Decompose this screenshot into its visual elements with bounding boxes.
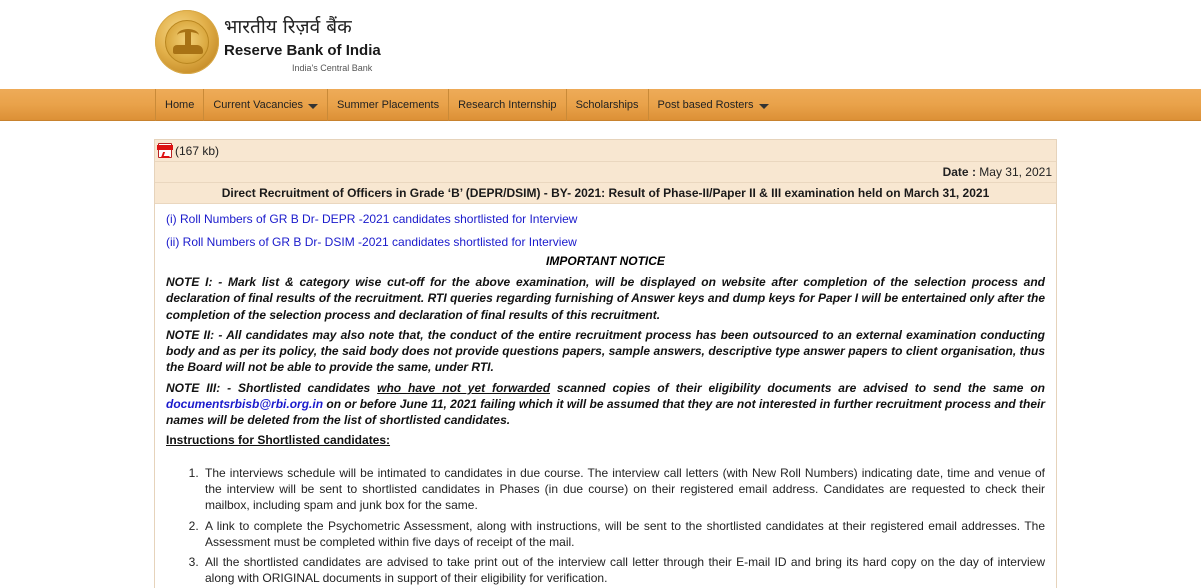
date-value: May 31, 2021 xyxy=(979,165,1052,179)
tiger-icon xyxy=(173,45,203,54)
documents-email-link[interactable]: documentsrbisb@rbi.org.in xyxy=(166,397,324,412)
note-2: NOTE II: - All candidates may also note that, the conduct of the entire recruitment process has been outsourced to an external examination conducting body and as per its policy, the said body does not provide questions papers, sample answers, descriptive type answer papers to client organisation, thus the Board will not be able to provide the same, under RTI. xyxy=(166,327,1045,375)
main-nav xyxy=(0,89,1201,121)
caret-down-icon xyxy=(759,104,769,109)
nav-label: Scholarships xyxy=(575,99,639,111)
instruction-item: 2. A link to complete the Psychometric Assessment, along with instructions, will be sent to the shortlisted candidates at their registered email addresses. The Assessment must be completed within five days of receipt of the mail. xyxy=(202,518,1045,551)
caret-down-icon xyxy=(308,104,318,109)
logo-tagline: India's Central Bank xyxy=(292,63,373,73)
date-row xyxy=(155,162,1056,183)
page-title: Direct Recruitment of Officers in Grade ‘B’ (DEPR/DSIM) - BY- 2021: Result of Phase-II/Paper II & III examination held on March 31, 2021 xyxy=(155,183,1056,204)
note-3-text: on or before June 11, 2021 failing which it will be assumed that they are not interested in further recruitment process and their names will be deleted from the list of shortlisted candidates. xyxy=(166,397,1045,428)
nav-menu xyxy=(155,89,778,121)
instruction-item: 3. All the shortlisted candidates are advised to take print out of the interview call letter through their E-mail ID and bring its hard copy on the day of interview along with ORIGINAL documents in support of their eligibility for verification. xyxy=(202,554,1045,587)
depr-roll-numbers-link[interactable]: (i) Roll Numbers of GR B Dr- DEPR -2021 candidates shortlisted for Interview xyxy=(166,212,578,226)
nav-label: Research Internship xyxy=(458,99,557,111)
emblem-inner xyxy=(165,20,209,64)
nav-item-research-internship[interactable] xyxy=(449,89,566,121)
nav-label: Post based Rosters xyxy=(657,99,754,111)
note-3 xyxy=(166,380,1045,429)
dsim-roll-numbers-link[interactable]: (ii) Roll Numbers of GR B Dr- DSIM -2021 candidates shortlisted for Interview xyxy=(166,235,577,249)
note-3-text: scanned copies of their eligibility documents are advised to send the same on xyxy=(550,380,1045,395)
important-notice-heading: IMPORTANT NOTICE xyxy=(546,254,665,268)
logo-english-name[interactable]: Reserve Bank of India xyxy=(224,42,381,59)
content-panel xyxy=(154,139,1057,588)
logo-hindi-name[interactable]: भारतीय रिज़र्व बैंक xyxy=(224,16,352,38)
nav-item-post-based-rosters[interactable] xyxy=(649,89,778,121)
rbi-emblem-icon[interactable] xyxy=(155,10,219,74)
nav-label: Summer Placements xyxy=(337,99,440,111)
nav-item-home[interactable] xyxy=(156,89,204,121)
nav-item-scholarships[interactable] xyxy=(567,89,649,121)
pdf-icon[interactable] xyxy=(158,143,172,158)
date-label: Date : xyxy=(942,165,976,179)
site-header xyxy=(0,0,1201,89)
attachment-row xyxy=(155,140,1056,162)
notice-body xyxy=(155,204,1056,587)
instructions-list xyxy=(166,465,1045,587)
note-3-text: NOTE III: - Shortlisted candidates xyxy=(166,380,378,395)
instructions-heading: Instructions for Shortlisted candidates: xyxy=(166,432,391,447)
note-3-underlined: who have not yet forwarded xyxy=(377,380,551,395)
note-1: NOTE I: - Mark list & category wise cut-off for the above examination, will be displayed on website after completion of the selection process and declaration of final results of the recruitment. RTI queries regarding furnishing of Answer keys and dump keys for Paper I will be entertained only after the completion of the selection process and declaration of final results of this recruitment. xyxy=(166,275,1045,322)
nav-label: Home xyxy=(165,99,195,111)
nav-item-current-vacancies[interactable] xyxy=(204,89,328,121)
nav-label: Current Vacancies xyxy=(213,99,304,111)
file-size: (167 kb) xyxy=(175,143,220,158)
nav-item-summer-placements[interactable] xyxy=(328,89,449,121)
instruction-item: 1. The interviews schedule will be intimated to candidates in due course. The interview call letters (with New Roll Numbers) indicating date, time and venue of the interview will be sent to shortlisted candidates in Phases (in due course) on their registered email address. Candidates are requested to check their mailbox, including spam and junk box for the same. xyxy=(202,465,1045,514)
